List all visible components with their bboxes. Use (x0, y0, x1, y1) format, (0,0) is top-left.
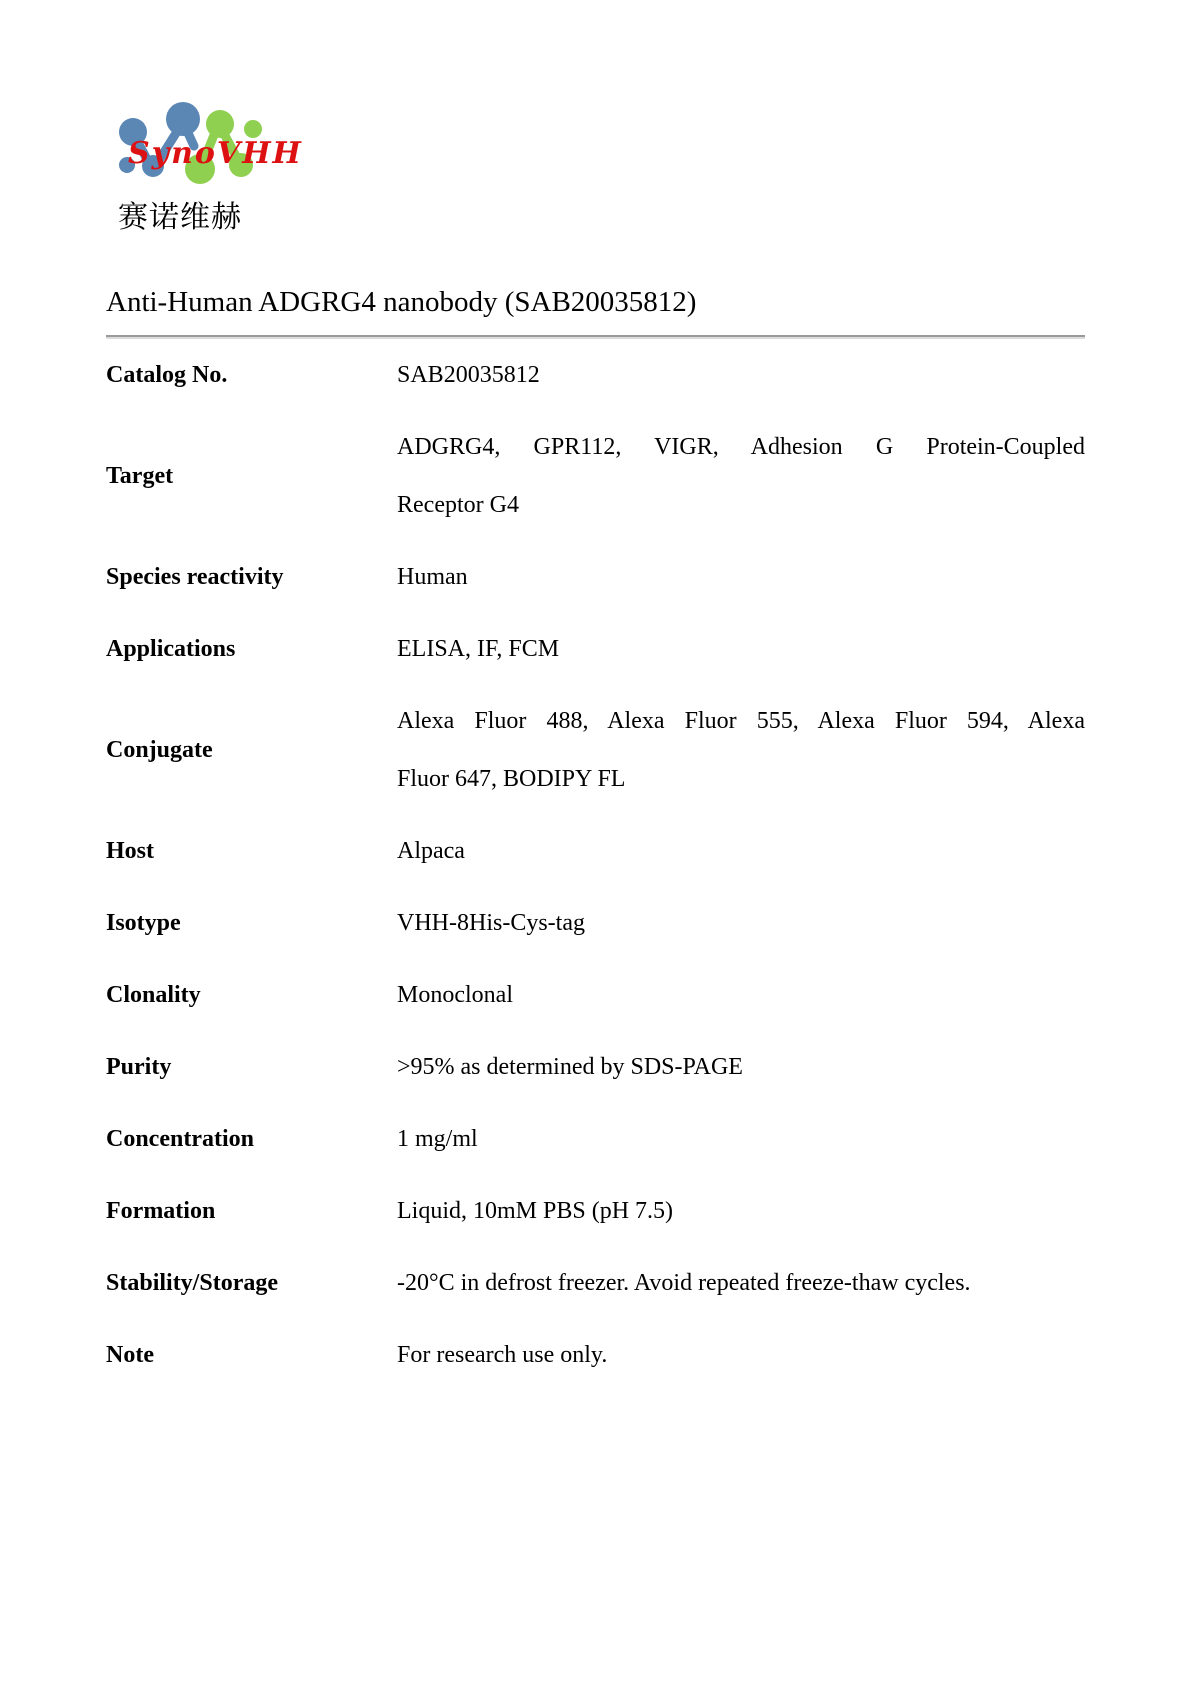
spec-row-formation (106, 1175, 1085, 1247)
page-title: Anti-Human ADGRG4 nanobody (SAB20035812) (106, 286, 697, 318)
spec-value-line2: Receptor G4 (397, 492, 519, 518)
spec-row-concentration (106, 1103, 1085, 1175)
spec-label: Catalog No. (106, 362, 228, 388)
spec-row-applications (106, 613, 1085, 685)
spec-table (106, 339, 1085, 1391)
spec-value-line2: Fluor 647, BODIPY FL (397, 766, 626, 792)
spec-label: Target (106, 463, 174, 489)
company-logo (106, 88, 406, 236)
spec-row-target (106, 411, 1085, 541)
spec-value: VHH-8His-Cys-tag (397, 910, 585, 936)
spec-label: Formation (106, 1198, 216, 1224)
spec-value: 1 mg/ml (397, 1126, 478, 1152)
spec-value (397, 692, 1085, 808)
spec-row-stability-storage (106, 1247, 1085, 1319)
spec-row-conjugate (106, 685, 1085, 815)
spec-value: Liquid, 10mM PBS (pH 7.5) (397, 1198, 674, 1224)
spec-label: Species reactivity (106, 564, 284, 590)
spec-value-line1: ADGRG4, GPR112, VIGR, Adhesion G Protein-Coupled (397, 434, 1085, 460)
spec-row-catalog (106, 339, 1085, 411)
spec-value: SAB20035812 (397, 362, 540, 388)
spec-label: Clonality (106, 982, 201, 1008)
spec-row-note (106, 1319, 1085, 1391)
title-divider (106, 335, 1085, 337)
spec-label: Note (106, 1342, 154, 1368)
spec-value: -20°C in defrost freezer. Avoid repeated freeze-thaw cycles. (397, 1270, 971, 1296)
spec-row-clonality (106, 959, 1085, 1031)
spec-value: Human (397, 564, 468, 590)
spec-row-isotype (106, 887, 1085, 959)
spec-value: Monoclonal (397, 982, 513, 1008)
spec-label: Conjugate (106, 737, 213, 763)
spec-value: ELISA, IF, FCM (397, 636, 560, 662)
spec-label: Stability/Storage (106, 1270, 278, 1296)
spec-label: Concentration (106, 1126, 254, 1152)
spec-label: Applications (106, 636, 236, 662)
spec-label: Purity (106, 1054, 172, 1080)
spec-value: Alpaca (397, 838, 465, 864)
spec-label: Host (106, 838, 154, 864)
spec-label: Isotype (106, 910, 181, 936)
spec-value: For research use only. (397, 1342, 608, 1368)
spec-row-species-reactivity (106, 541, 1085, 613)
brand-script-text: SynoVHH (128, 136, 303, 171)
spec-row-purity (106, 1031, 1085, 1103)
spec-value (397, 418, 1085, 534)
spec-value: >95% as determined by SDS-PAGE (397, 1054, 743, 1080)
spec-value-line1: Alexa Fluor 488, Alexa Fluor 555, Alexa Fluor 594, Alexa (397, 708, 1085, 734)
company-name-chinese: 赛诺维赫 (118, 200, 242, 235)
spec-row-host (106, 815, 1085, 887)
logo-graphic (100, 88, 303, 184)
